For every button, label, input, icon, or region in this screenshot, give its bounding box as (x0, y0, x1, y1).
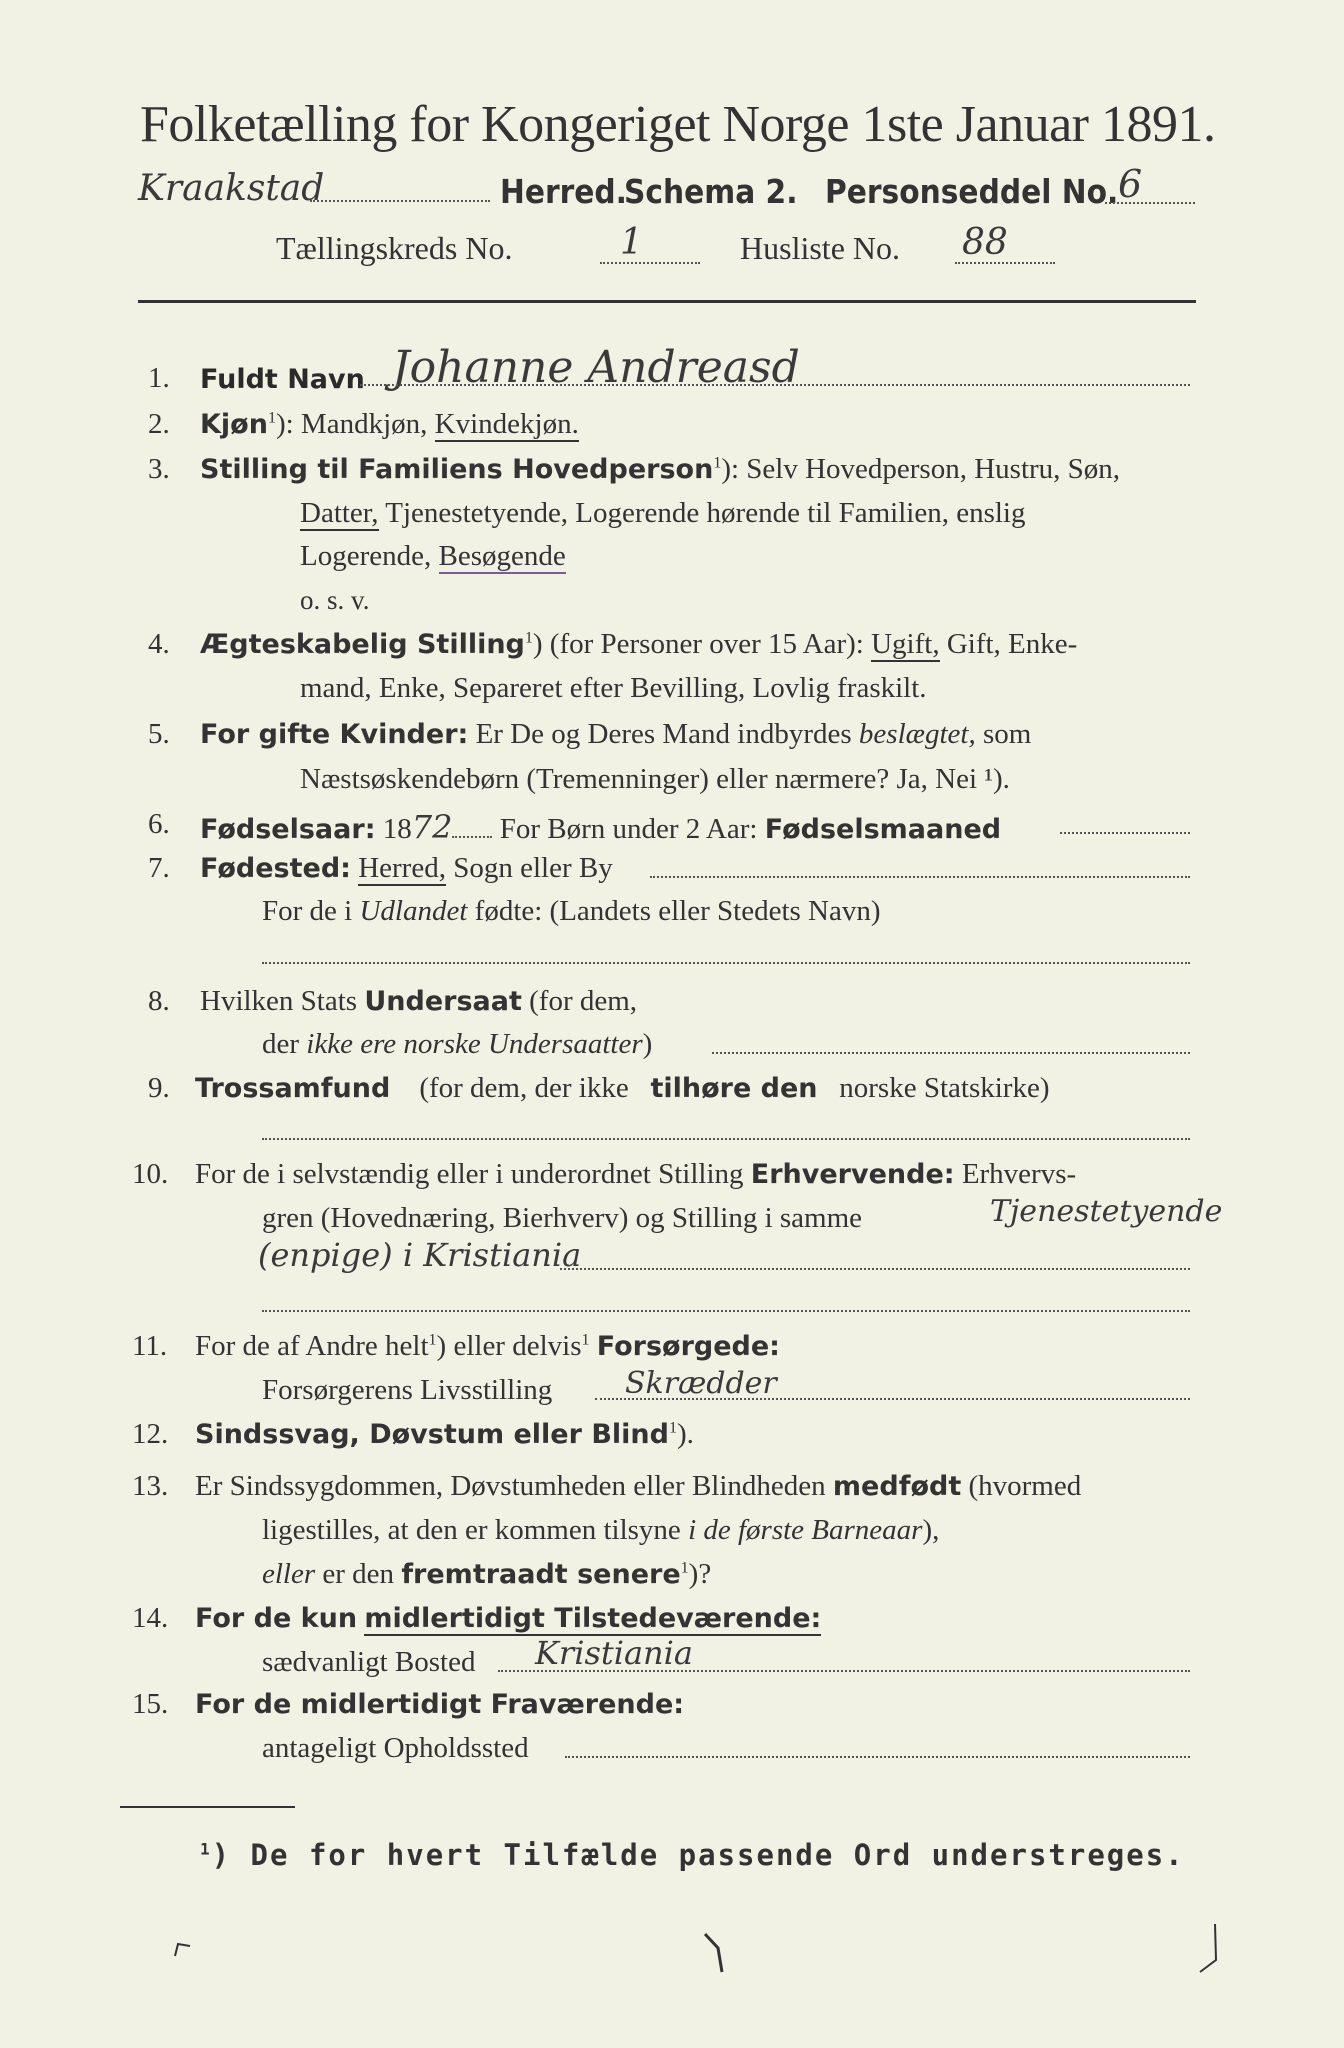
q14-line-1: For de kun midlertidigt Tilstedeværende: (195, 1603, 822, 1634)
q4-line-1: Ægteskabelig Stilling$^1$) (for Personer over 15 Aar): Ugift, Gift, Enke- (200, 628, 1078, 660)
q11-value: Skrædder (625, 1366, 777, 1401)
q11-line-2: Forsørgerens Livsstilling (262, 1374, 553, 1406)
q15-line-2: antageligt Opholdssted (262, 1732, 529, 1764)
q3-line-2: Datter, Tjenestetyende, Logerende hørende til Familien, enslig (300, 497, 1026, 529)
taellingskreds-value: 1 (620, 222, 643, 263)
herred-label: Herred. (500, 172, 627, 211)
q14-number: 14. (132, 1602, 169, 1634)
q3-line-4: o. s. v. (300, 585, 370, 615)
q4-number: 4. (148, 628, 170, 660)
q4-option-ugift: Ugift, (871, 628, 940, 660)
q11-line-1: For de af Andre helt$^1$) eller delvis$^1$ Forsørgede: (195, 1330, 780, 1362)
husliste-value: 88 (962, 222, 1008, 263)
q1-value: Johanne Andreasd (392, 342, 800, 393)
q5-line-1: For gifte Kvinder: Er De og Deres Mand indbyrdes beslægtet, som (200, 718, 1032, 750)
q8-line-2: der ikke ere norske Undersaatter) (262, 1028, 653, 1060)
q4-line-2: mand, Enke, Separeret efter Bevilling, Lovlig fraskilt. (300, 672, 927, 704)
q15-number: 15. (132, 1688, 169, 1720)
footnote: $^1$) De for hvert Tilfælde passende Ord understreges. (200, 1838, 1185, 1872)
q10-line-1: For de i selvstændig eller i underordnet Stilling Erhvervende: Erhvervs- (195, 1158, 1077, 1190)
q13-line-3: eller er den fremtraadt senere$^1$)? (262, 1558, 712, 1590)
q7-line-2: For de i Udlandet fødte: (Landets eller Stedets Navn) (262, 895, 881, 927)
q14-value: Kristiania (535, 1634, 693, 1672)
personseddel-value: 6 (1118, 162, 1143, 206)
form-title: Folketælling for Kongeriget Norge 1ste Januar 1891. (140, 96, 1216, 153)
q12-number: 12. (132, 1418, 169, 1450)
q8-line-1: Hvilken Stats Undersaat (for dem, (200, 985, 638, 1017)
q1-label: Fuldt Navn (200, 364, 365, 395)
q3-option-datter: Datter, (300, 497, 379, 529)
q8-number: 8. (148, 985, 170, 1017)
q6-line: Fødselsaar: 1872 For Børn under 2 Aar: Fødselsmaaned (200, 808, 1002, 846)
q7-option-herred: Herred, (358, 852, 446, 884)
herred-value: Kraakstad (138, 168, 325, 209)
q14-line-2: sædvanligt Bosted (262, 1646, 476, 1678)
q5-line-2: Næstsøskendebørn (Tremenninger) eller nærmere? Ja, Nei ¹). (300, 763, 1010, 795)
schema-label: Schema 2. (624, 172, 798, 211)
q3-option-besogende: Besøgende (438, 540, 566, 572)
q2-line: Kjøn$^1$): Mandkjøn, Kvindekjøn. (200, 408, 579, 440)
q1-number: 1. (148, 362, 170, 394)
q10-value-2: (enpige) i Kristiania (258, 1236, 582, 1274)
personseddel-label: Personseddel No. (825, 172, 1119, 211)
q5-number: 5. (148, 718, 170, 750)
q13-line-1: Er Sindssygdommen, Døvstumheden eller Blindheden medfødt (hvormed (195, 1470, 1082, 1502)
q12-line: Sindssvag, Døvstum eller Blind$^1$). (195, 1418, 694, 1450)
q15-line-1: For de midlertidigt Fraværende: (195, 1689, 685, 1720)
q7-number: 7. (148, 852, 170, 884)
q2-number: 2. (148, 408, 170, 440)
q9-number: 9. (148, 1072, 170, 1104)
q10-value-1: Tjenestetyende (990, 1194, 1223, 1229)
husliste-label: Husliste No. (740, 230, 900, 266)
q11-number: 11. (132, 1330, 168, 1362)
q10-number: 10. (132, 1158, 169, 1190)
q6-year-value: 72 (411, 808, 453, 846)
q3-line-3: Logerende, Besøgende (300, 540, 566, 572)
q6-number: 6. (148, 808, 170, 840)
q3-number: 3. (148, 453, 170, 485)
q9-line: Trossamfund (for dem, der ikke tilhøre den norske Statskirke) (195, 1072, 1050, 1104)
taellingskreds-label: Tællingskreds No. (276, 230, 513, 266)
q7-line-1: Fødested: Herred, Sogn eller By (200, 852, 613, 884)
q3-line-1: Stilling til Familiens Hovedperson$^1$): Selv Hovedperson, Hustru, Søn, (200, 453, 1121, 485)
q13-line-2: ligestilles, at den er kommen tilsyne i de første Barneaar), (262, 1514, 940, 1546)
q13-number: 13. (132, 1470, 169, 1502)
q2-option-kvindekjon: Kvindekjøn. (434, 408, 579, 440)
q10-line-2: gren (Hovednæring, Bierhverv) og Stilling i samme (262, 1202, 863, 1234)
